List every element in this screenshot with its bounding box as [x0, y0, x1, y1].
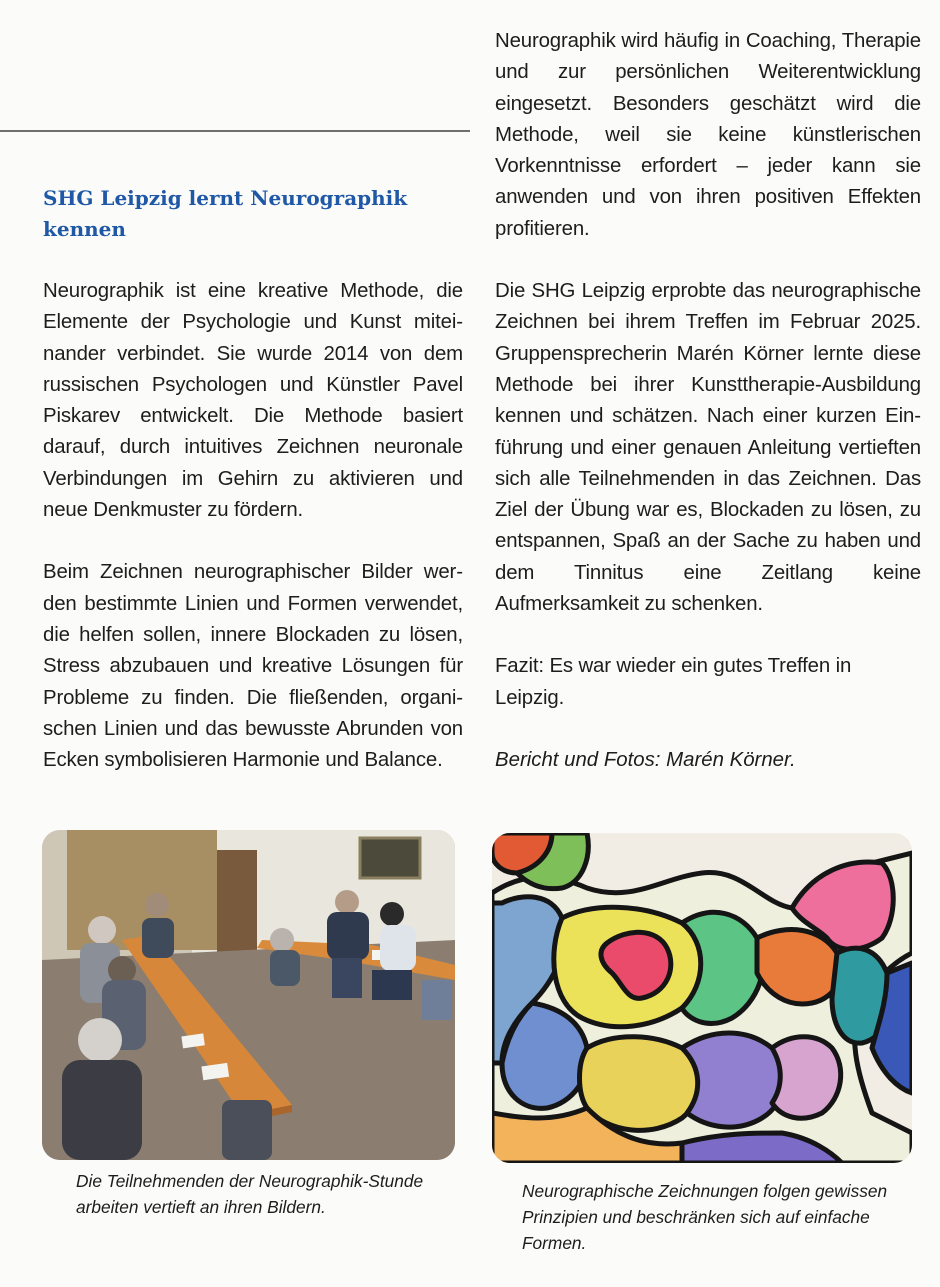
paragraph: Beim Zeichnen neurographischer Bilder werden bestimmte Linien und Formen verwendet, die helfen sollen, innere Blockaden zu lösen, Stress abzubauen und kreative Lösungen für Probleme zu finden. Die fließenden, organischen Linien und das bewusste Abrunden von Ecken symbolisieren Harmonie und Balance. [43, 561, 463, 772]
paragraph: Fazit: Es war wieder ein gutes Treffen in Leipzig. [495, 655, 852, 709]
article-headline: SHG Leipzig lernt Neurographik kennen [43, 186, 408, 241]
photo-caption: Die Teilnehmenden der Neurographik-Stunde arbeiten vertieft an ihren Bildern. [76, 1171, 424, 1217]
paragraph: Neurographik ist eine kreative Methode, die Elemente der Psychologie und Kunst miteinander verbindet. Sie wurde 2014 von dem russischen Psychologen und Künstler Pavel Piskarev entwickelt. Die Methode basiert darauf, durch intuitives Zeichnen neuronale Verbindungen im Gehirn zu aktivieren und neue Denkmuster zu fördern. [43, 280, 463, 522]
paragraph: Die SHG Leipzig erprobte das neurographische Zeichnen bei ihrem Treffen im Februar 2025. Gruppensprecherin Marén Körner lernte diese Methode bei ihrer Kunsttherapie-Ausbildung kennen und schätzen. Nach einer kurzen Einführung und einer genauen Anleitung vertieften sich alle Teilnehmenden in das Zeichnen. Das Ziel der Übung war es, Blockaden zu lösen, zu entspannen, Spaß an der Sache zu haben und dem Tinnitus eine Zeitlang keine Aufmerksamkeit zu schenken. [495, 280, 921, 616]
drawing-caption: Neurographische Zeichnungen folgen gewissen Prinzipien und beschränken sich auf einfache Formen. [522, 1181, 888, 1253]
right-column [495, 26, 921, 776]
photo-credit: Bericht und Fotos: Marén Körner. [495, 748, 796, 771]
participants-photo [42, 830, 455, 1160]
neurographic-drawing-photo [492, 833, 912, 1163]
paragraph: Neurographik wird häufig in Coaching, Therapie und zur persönlichen Weiterentwicklung eingesetzt. Besonders geschätzt wird die Methode, weil sie keine künstlerischen Vorkenntnisse erfordert – jeder kann sie anwenden und von ihren positiven Effekten profitieren. [495, 30, 921, 240]
left-column [43, 0, 463, 776]
